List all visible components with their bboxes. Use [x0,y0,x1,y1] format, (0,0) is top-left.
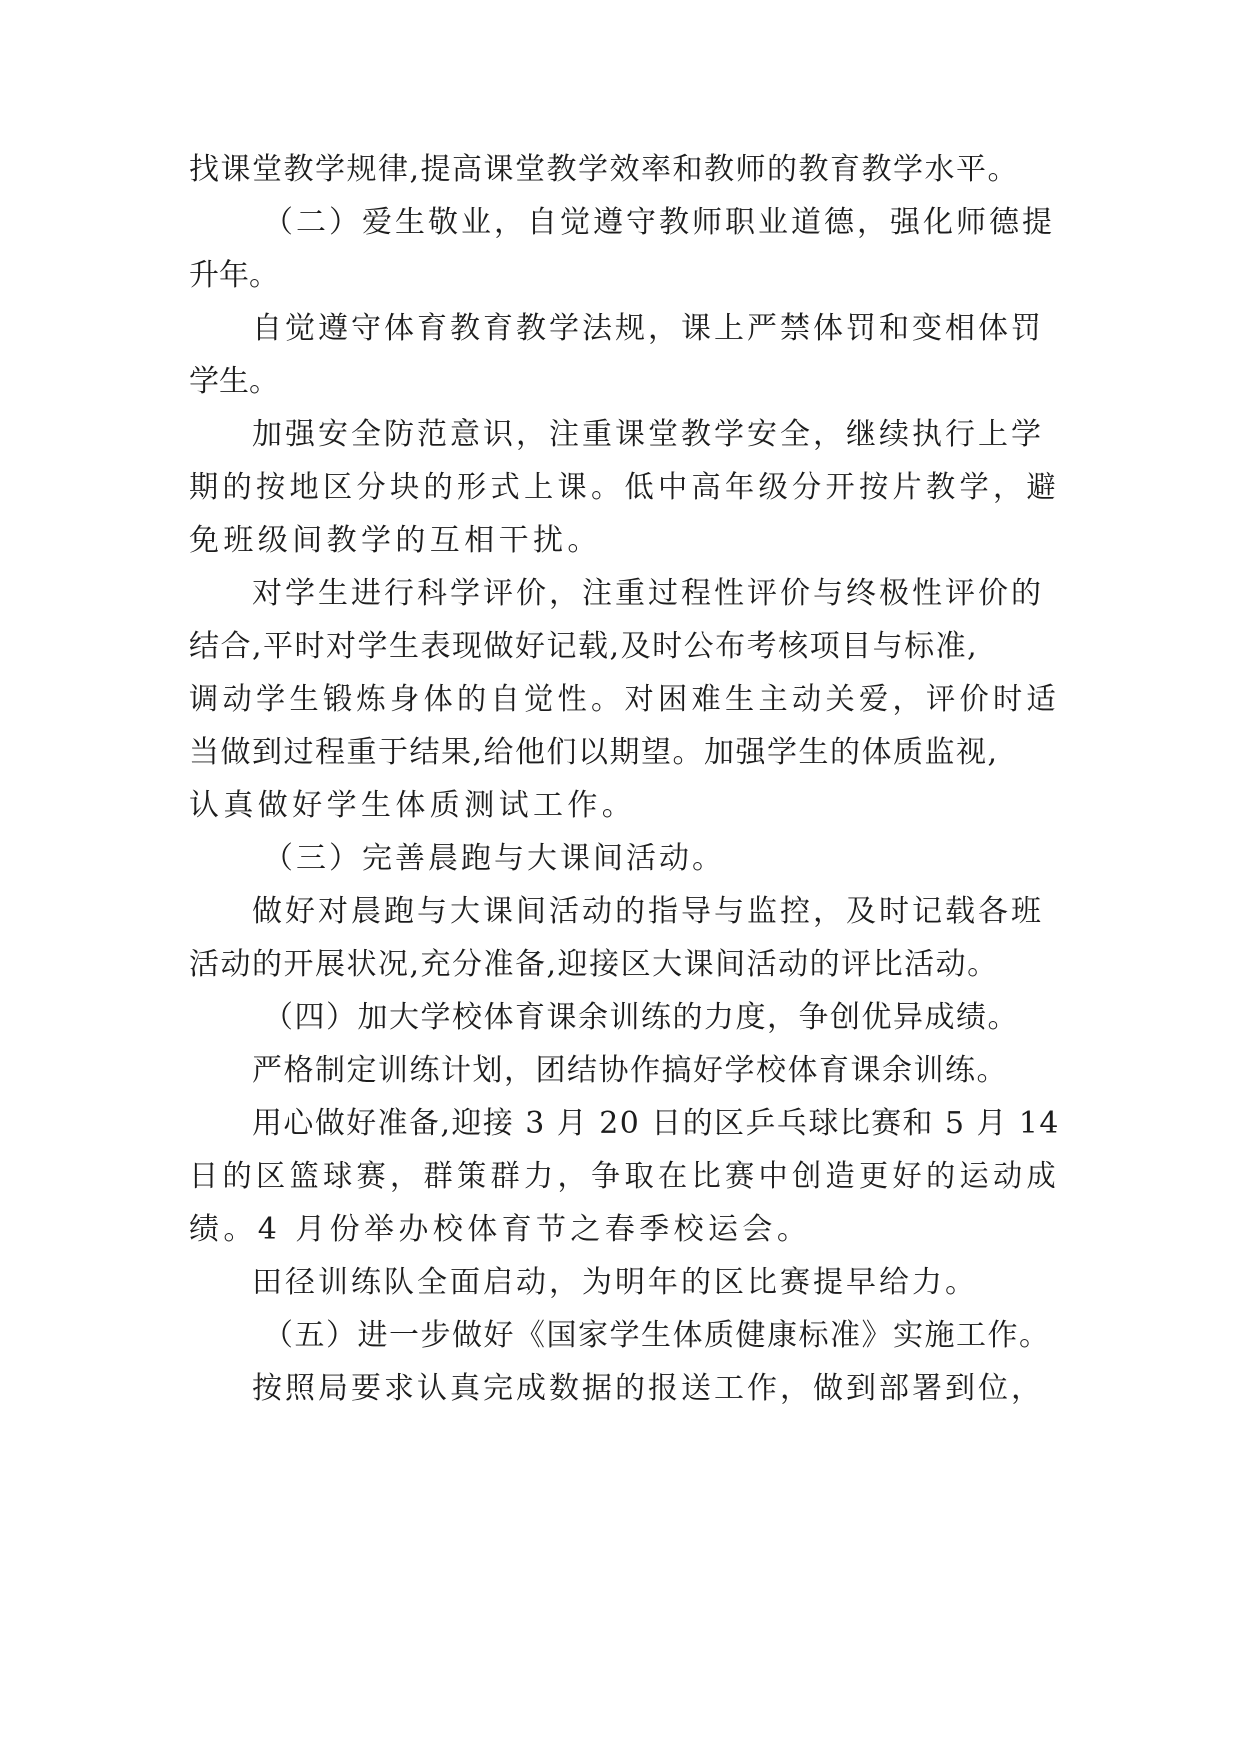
text-line: 调动学生锻炼身体的自觉性。对困难生主动关爱，评价时适 [189,682,1060,717]
text-line: 对学生进行科学评价，注重过程性评价与终极性评价的 [252,576,1044,611]
text-line: 严格制定训练计划，团结协作搞好学校体育课余训练。 [252,1053,1008,1088]
text-line: 做好对晨跑与大课间活动的指导与监控，及时记载各班 [252,894,1044,929]
text-line: 学生。 [189,364,279,399]
text-line: 绩。4 月份举办校体育节之春季校运会。 [189,1212,812,1247]
text-line: 当做到过程重于结果,给他们以期望。加强学生的体质监视, [189,735,999,770]
section-heading: （五）进一步做好《国家学生体质健康标准》实施工作。 [263,1318,1051,1353]
text-line: 活动的开展状况,充分准备,迎接区大课间活动的评比活动。 [189,947,999,982]
text-line: 田径训练队全面启动，为明年的区比赛提早给力。 [252,1265,978,1300]
text-line: 按照局要求认真完成数据的报送工作，做到部署到位， [252,1371,1044,1406]
text-line: 结合,平时对学生表现做好记载,及时公布考核项目与标准, [189,629,979,664]
text-line: 期的按地区分块的形式上课。低中高年级分开按片教学，避 [189,470,1060,505]
section-heading: （四）加大学校体育课余训练的力度，争创优异成绩。 [263,1000,1019,1035]
text-line: 认真做好学生体质测试工作。 [189,788,637,823]
text-line: 免班级间教学的互相干扰。 [189,523,602,558]
text-line: 加强安全防范意识，注重课堂教学安全，继续执行上学 [252,417,1044,452]
text-line: 日的区篮球赛，群策群力，争取在比赛中创造更好的运动成 [189,1159,1060,1194]
section-heading: （二）爱生敬业，自觉遵守教师职业道德，强化师德提 [263,205,1055,240]
text-line: 找课堂教学规律,提高课堂教学效率和教师的教育教学水平。 [189,152,1020,187]
text-line: 用心做好准备,迎接 3 月 20 日的区乒乓球比赛和 5 月 14 [252,1106,1060,1141]
text-line: 自觉遵守体育教育教学法规，课上严禁体罚和变相体罚 [252,311,1044,346]
section-heading: （三）完善晨跑与大课间活动。 [263,841,725,876]
text-line: 升年。 [189,258,279,293]
